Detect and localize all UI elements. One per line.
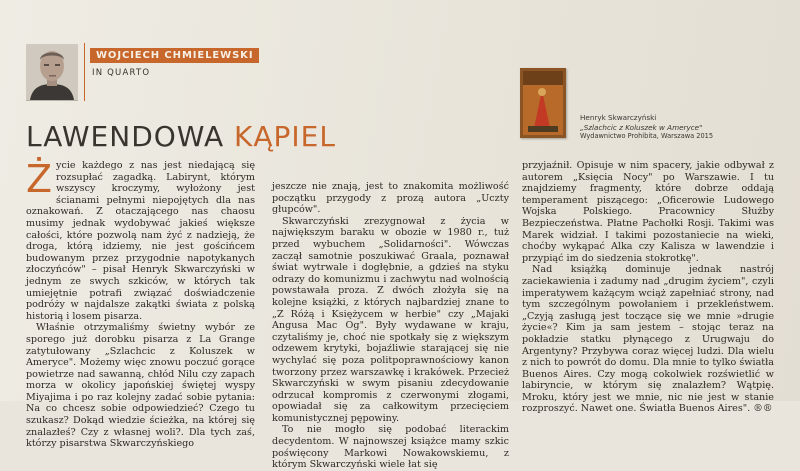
book-title: „Szlachcic z Koluszek w Ameryce" — [580, 122, 703, 132]
drop-cap: Ż — [26, 157, 53, 201]
article-title — [26, 120, 336, 153]
article-column-1 — [26, 157, 255, 450]
book-publisher: Wydawnictwo Prohibita, Warszawa 2015 — [580, 132, 714, 141]
article-column-3 — [522, 160, 774, 415]
paragraph: Właśnie otrzymaliśmy świetny wybór ze sporego już dorobku pisarza z La Grange zatytułowany „Szlachcic z Koluszek w Ameryce". Możemy więc znowu poczuć gorące powietrze nad sawanną, chłód Nilu czy zapach morza w okolicy japońskiej świętej wyspy Miyajima i po raz kolejny zadać sobie pytania: Na co chcesz sobie odpowiedzieć? Czego tu szukasz? Dokąd wiedzie ścieżka, na której się znalazłeś? Czy z własnej woli?. Dla tych zaś, którzy pisarstwa Skwarczyńskiego — [26, 322, 255, 450]
title-part-plain: LAWENDOWA — [26, 120, 234, 153]
paragraph: Skwarczyński zrezygnował z życia w największym baraku w obozie w 1980 r., tuż przed wybuchem „Solidarności". Wówczas zaczął samotnie poszukiwać Graala, poznawał świat wytrwale i dogłębnie, a gdzieś na styku odrazy do komunizmu i zachwytu nad wolnością powstawała proza. Z dwóch złożyła się na kolejne książki, z których najbardziej znane to „Z Różą i Księżycem w herbie" czy „Majaki Angusa Mac Og". Były wydawane w kraju, czytaliśmy je, choć nie spotkały się z większym odzewem krytyki, bojaźliwie starającej się nie wychylać się poza politpoprawnościowy kanon tworzony przez warszawkę i krakówek. Przecież Skwarczyński w swym pisaniu zdecydowanie odrzucał kompromis z czerwonymi złogami, opowiadał się za całkowitym przecięciem komunistycznej pępowiny. — [272, 215, 509, 424]
byline-divider — [84, 43, 85, 101]
paragraph: jeszcze nie znają, jest to znakomita możliwość początku przygody z prozą autora „Uczty głupców". — [272, 181, 509, 216]
author-name: WOJCIECH CHMIELEWSKI — [90, 48, 259, 63]
byline — [90, 43, 259, 78]
paragraph: To nie mogło się podobać literackim decydentom. W najnowszej książce mamy szkic poświęcony Markowi Nowakowskiemu, z którym Skwarczyński wiele łat się — [272, 424, 509, 471]
book-caption — [580, 113, 713, 142]
paragraph-text: ycie każdego z nas jest niedającą się rozsupłać zagadką. Labirynt, którym wszyscy kroczymy, wyłożony jest ścianami pełnymi niepojętych dla nas oznakowań. Z otaczającego nas chaosu musimy jednak wydobywać jakieś większe całości, które pozwolą nam żyć z nadzieją, że droga, którą idziemy, nie jest gościńcem budowanym przez przygodnie napotykanych złoczyńców" – pisał Henryk Skwarczyński w jednym ze swych szkiców, w których tak umiejętnie potrafi związać doświadczenie podróży w najdalsze zakątki świata z polską historią i losem pisarza. — [26, 160, 255, 322]
paragraph — [26, 157, 255, 322]
paragraph: przyjaźnił. Opisuje w nim spacery, jakie odbywał z autorem „Księcia Nocy" po Warszawie. I tu znajdziemy fragmenty, które dobrze oddają temperament piszącego: „Oficerowie Ludowego Wojska Polskiego. Pracownicy Służby Bezpieczeństwa. Płatne Pachołki Rosji. Takimi was Marek widział. I takimi pozostaniecie na wieki, choćby wykąpać Alka czy Kalisza w lawendzie i przypiąć im do siedzenia stokrotkę". — [522, 160, 774, 264]
author-photo — [26, 44, 78, 101]
book-author: Henryk Skwarczyński — [580, 113, 657, 122]
title-part-accent: KĄPIEL — [234, 120, 336, 153]
book-cover-image — [520, 68, 566, 138]
column-name: IN QUARTO — [92, 68, 151, 78]
article-column-2 — [272, 181, 509, 471]
paragraph: Nad książką dominuje jednak nastrój zaciekawienia i zadumy nad „drugim życiem", czyli imperatywem każącym wciąż zapełniać strony, nad tym szczególnym powołaniem i przekleństwem. „Czyją zasługą jest toczące się we mnie »drugie życie«? Kim ja sam jestem – stojąc teraz na pokładzie statku płynącego z Urugwaju do Argentyny? Przybywa coraz więcej ludzi. Dla wielu z nich to powrót do domu. Dla mnie to tylko światła Buenos Aires. Czy mogą cokolwiek rozświetlić w labiryncie, w którym się znalazłem? Wątpię. Mroku, który jest we mnie, nic nie jest w stanie rozproszyć. Nawet one. Światła Buenos Aires". ®® — [522, 264, 774, 415]
